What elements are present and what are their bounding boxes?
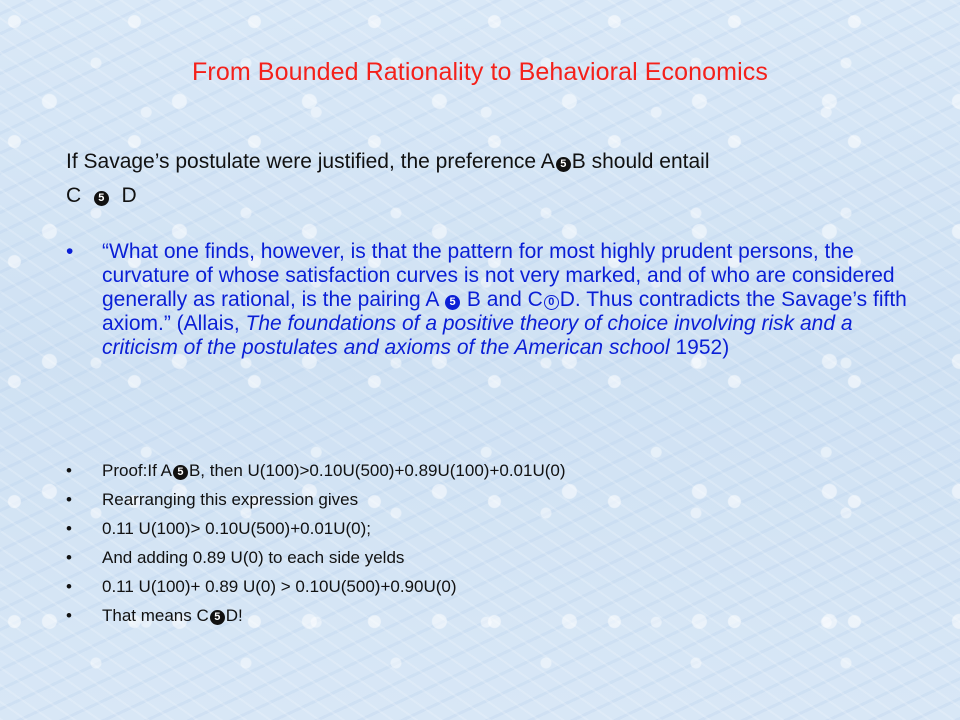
proof-text <box>102 456 566 485</box>
intro-text: If Savage’s postulate were justified, the preference A <box>66 150 555 173</box>
proof-text <box>102 601 243 630</box>
intro-text: D <box>121 184 137 207</box>
proof-text-part: Proof:If A <box>102 461 172 480</box>
list-item <box>66 485 916 514</box>
proof-text-part: B, then U(100)>0.10U(500)+0.89U(100)+0.01U(0) <box>188 461 566 480</box>
slide-title: From Bounded Rationality to Behavioral Economics <box>192 58 768 86</box>
bullet-icon: • <box>66 461 72 480</box>
quote-text <box>102 240 916 360</box>
intro-text: B should entail <box>571 150 710 173</box>
quote-book-title: The foundations of a positive theory of choice involving risk and a criticism of the postulates and axioms of the American school <box>102 312 853 359</box>
proof-text-part: D! <box>225 606 243 625</box>
quote-part: B and C <box>461 288 543 311</box>
list-item <box>66 572 916 601</box>
list-item <box>66 601 916 630</box>
bullet-icon: • <box>66 490 72 509</box>
bullet-icon: • <box>66 519 72 538</box>
preference-symbol-icon: 5 <box>94 191 109 206</box>
bullet-icon: • <box>66 548 72 567</box>
proof-text-part: That means C <box>102 606 209 625</box>
inverse-preference-symbol-icon: 0 <box>544 295 559 310</box>
intro-line-1 <box>66 145 906 179</box>
bullet-icon: • <box>66 240 74 263</box>
list-item <box>66 456 916 485</box>
list-item <box>66 514 916 543</box>
proof-list <box>66 456 916 630</box>
allais-quote <box>66 240 916 360</box>
preference-symbol-icon: 5 <box>556 157 571 172</box>
intro-line-2 <box>66 179 906 213</box>
preference-symbol-icon: 5 <box>445 295 460 310</box>
proof-text: And adding 0.89 U(0) to each side yelds <box>102 548 405 567</box>
quote-part: “What one finds, however, is that the pattern for most highly prudent persons, the curvature of whose satisfaction curves is not very marked, and of who are considered generally as rational, is the pairing A <box>102 240 895 311</box>
bullet-icon: • <box>66 577 72 596</box>
bullet-icon: • <box>66 606 72 625</box>
intro-paragraph <box>66 145 906 213</box>
preference-symbol-icon: 5 <box>210 610 225 625</box>
preference-symbol-icon: 5 <box>173 465 188 480</box>
proof-text: Rearranging this expression gives <box>102 490 359 509</box>
quote-part: D. Thus contradicts the Savage’s fifth axiom.” (Allais, <box>102 288 907 335</box>
proof-text: 0.11 U(100)+ 0.89 U(0) > 0.10U(500)+0.90U(0) <box>102 577 457 596</box>
list-item <box>66 543 916 572</box>
proof-text: 0.11 U(100)> 0.10U(500)+0.01U(0); <box>102 519 372 538</box>
intro-text: C <box>66 184 82 207</box>
quote-part: 1952) <box>669 336 730 359</box>
